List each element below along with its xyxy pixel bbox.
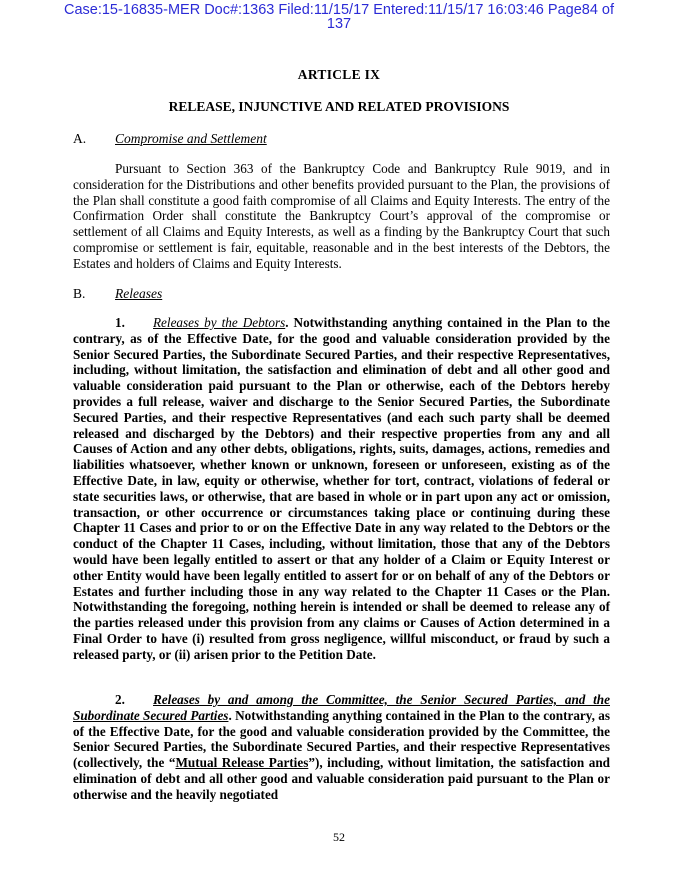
release-item-2-number: 2. [115,692,125,707]
mutual-release-parties-term: Mutual Release Parties [175,755,309,771]
article-subtitle: RELEASE, INJUNCTIVE AND RELATED PROVISIONS [168,99,510,114]
court-filing-header [0,3,678,31]
release-item-1-title: Releases by the Debtors [153,315,286,330]
section-a-title: Compromise and Settlement [115,131,267,146]
release-item-2: 2. Releases by and among the Committee, the Senior Secured Parties, and the Subordinate Secured Parties. Notwithstanding anything contained in the Plan to the contrary, as of the Effective Date, for the good and valuable consideration provided by the Committee, the Senior Secured Parties, the Subordinate Secured Parties, and their respective Representatives (collectively, the “Mutual Release Parties”), including, without limitation, the satisfaction and elimination of debt and all other good and valuable consideration paid pursuant to the Plan or otherwise and the heavily negotiated [73,692,611,802]
release-item-2-title: Releases by and among the Committee, the Senior Secured Parties, and the Subordinate Secured Parties [73,692,610,723]
page-number: 52 [333,830,345,844]
section-a-text: Pursuant to Section 363 of the Bankruptcy Code and Bankruptcy Rule 9019, and in consideration for the Distributions and other benefits provided pursuant to the Plan, the provisions of the Plan shall constitute a good faith compromise of all Claims and Equity Interests. The entry of the Confirmation Order shall constitute the Bankruptcy Court’s approval of the compromise or settlement of all Claims and Equity Interests, as well as a finding by the Bankruptcy Court that such compromise or settlement is fair, equitable, reasonable and in the best interests of the Debtors, the Estates and holders of Claims and Equity Interests. [73,161,610,271]
article-title: ARTICLE IX [297,67,381,82]
section-b-title: Releases [115,286,163,301]
release-item-1: 1. Releases by the Debtors. Notwithstanding anything contained in the Plan to the contrary, as of the Effective Date, for the good and valuable consideration provided by the Senior Secured Parties, the Subordinate Secured Parties, and their respective Representatives, including, without limitation, the satisfaction and elimination of debt and all other good and valuable consideration paid pursuant to the Plan or otherwise, each of the Debtors hereby provides a full release, waiver and discharge to the Senior Secured Parties, the Subordinate Secured Parties, and their respective Representatives (and each such party shall be deemed released and discharged by the Debtors) and their respective properties from any and all Causes of Action and any other debts, obligations, rights, suits, damages, actions, remedies and liabilities whatsoever, whether known or unknown, foreseen or unforeseen, existing as of the Effective Date, in law, equity or otherwise, whether for tort, contract, violations of federal or state securities laws, or otherwise, that are based in whole or in part upon any act or omission, transaction, or other occurrence or circumstances taking place or continuing during these Chapter 11 Cases and prior to or on the Effective Date in any way related to the Debtors or the conduct of the Chapter 11 Cases, including, without limitation, those that any of the Debtors would have been legally entitled to assert or that any holder of a Claim or Equity Interest or other Entity would have been legally entitled to assert for or on behalf of any of the Debtors or Estates and further including those in any way related to the Chapter 11 Cases or the Plan. Notwithstanding the foregoing, nothing herein is intended or shall be deemed to release any of the parties released under this provision from any claims or Causes of Action determined in a Final Order to have (i) resulted from gross negligence, willful misconduct, or fraud by such a released party, or (ii) arisen prior to the Petition Date. [73,315,611,662]
section-b-letter: B. [73,286,86,301]
header-line-2: 137 [326,16,352,32]
section-b-heading [73,286,162,302]
release-item-1-number: 1. [115,315,125,330]
release-item-1-text: Notwithstanding anything contained in the Plan to the contrary, as of the Effective Date, for the good and valuable consideration provided by the Senior Secured Parties, the Subordinate Secured Parties, and their respective Representatives, including, without limitation, the satisfaction and elimination of debt and all other good and valuable consideration paid pursuant to the Plan or otherwise, each of the Debtors hereby provides a full release, waiver and discharge to the Senior Secured Parties, the Subordinate Secured Parties, and their respective Representatives (and each such party shall be deemed released and discharged by the Debtors) and their respective properties from any and all Causes of Action and any other debts, obligations, rights, suits, damages, actions, remedies and liabilities whatsoever, whether known or unknown, foreseen or unforeseen, existing as of the Effective Date, in law, equity or otherwise, whether for tort, contract, violations of federal or state securities laws, or otherwise, that are based in whole or in part upon any act or omission, transaction, or other occurrence or circumstances taking place or continuing during these Chapter 11 Cases and prior to or on the Effective Date in any way related to the Debtors or the conduct of the Chapter 11 Cases, including, without limitation, those that any of the Debtors would have been legally entitled to assert or that any holder of a Claim or Equity Interest or other Entity would have been legally entitled to assert for or on behalf of any of the Debtors or Estates and further including those in any way related to the Chapter 11 Cases or the Plan. Notwithstanding the foregoing, nothing herein is intended or shall be deemed to release any of the parties released under this provision from any claims or Causes of Action determined in a Final Order to have (i) resulted from gross negligence, willful misconduct, or fraud by such a released party, or (ii) arisen prior to the Petition Date. [73,315,611,662]
section-a-letter: A. [73,131,87,146]
section-a-heading [73,131,267,147]
release-item-2-text-before: Notwithstanding anything contained in the Plan to the contrary, as of the Effective Date, for the good and valuable consideration provided by the Committee, the Senior Secured Parties, the Subordinate Secured Parties, and their respective Representatives (collectively, the “ [73,707,611,771]
header-line-1: Case:15-16835-MER Doc#:1363 Filed:11/15/17 Entered:11/15/17 16:03:46 Page84 of [63,2,615,18]
section-a-paragraph [73,161,610,272]
release-item-2-text-after: ”), including, without limitation, the satisfaction and elimination of debt and all other good and valuable consideration paid pursuant to the Plan or otherwise and the heavily negotiated [73,755,611,802]
